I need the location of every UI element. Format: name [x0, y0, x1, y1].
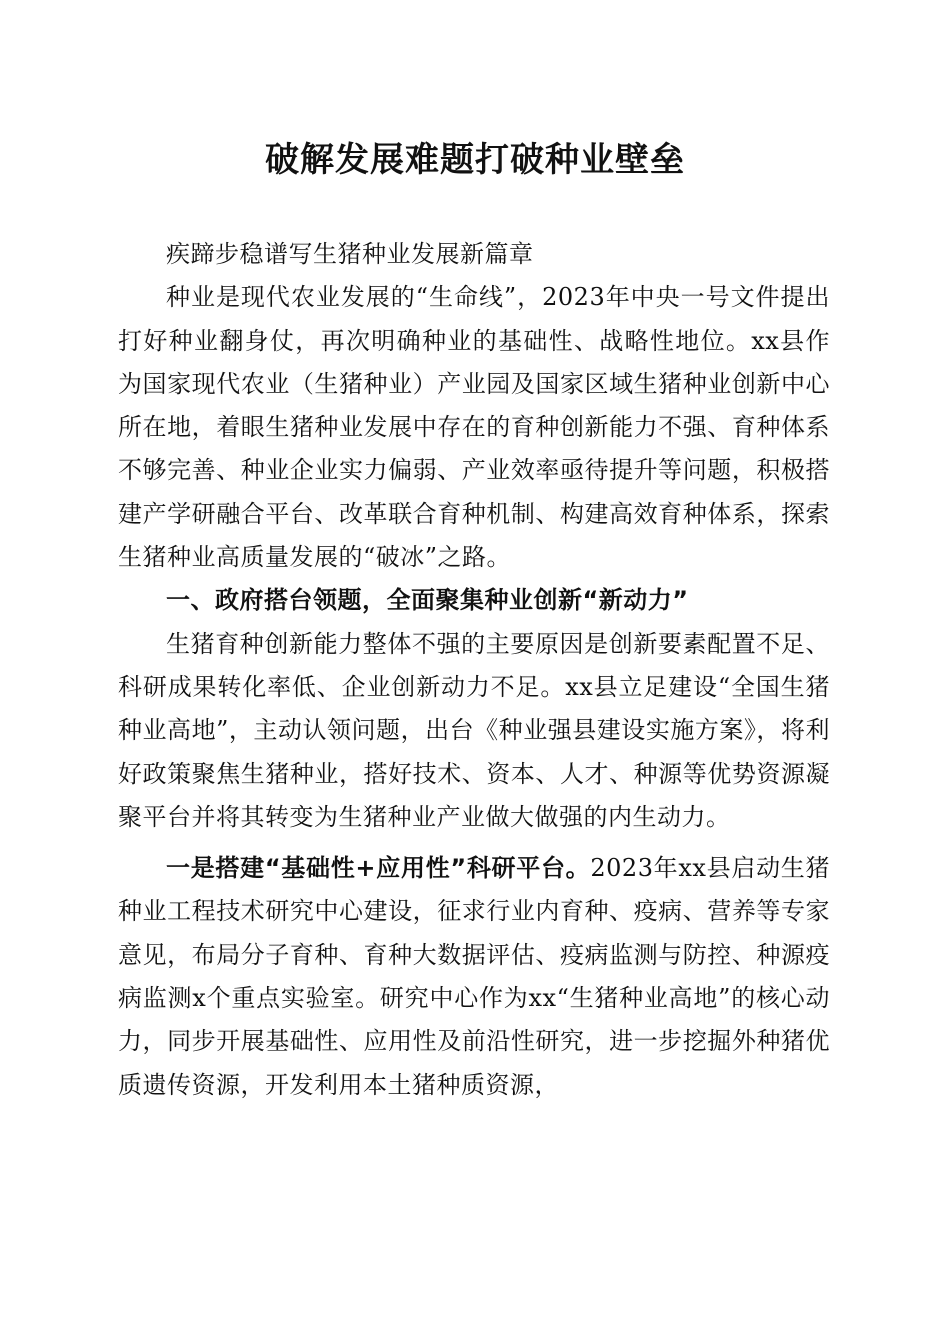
- intro-paragraph: 种业是现代农业发展的“生命线”，2023年中央一号文件提出打好种业翻身仗，再次明确种业的基础性、战略性地位。xx县作为国家现代农业（生猪种业）产业园及国家区域生猪种业创新中心所在地，着眼生猪种业发展中存在的育种创新能力不强、育种体系不够完善、种业企业实力偏弱、产业效率亟待提升等问题，积极搭建产学研融合平台、改革联合育种机制、构建高效育种体系，探索生猪种业高质量发展的“破冰”之路。: [118, 283, 830, 572]
- document-title: 破解发展难题打破种业壁垒: [265, 140, 685, 180]
- section-heading-1: 一、政府搭台领题，全面聚集种业创新“新动力”: [166, 586, 689, 615]
- paragraph-spacer: [118, 839, 830, 847]
- point-1-paragraph: [118, 847, 830, 1107]
- point-1-text: 2023年xx县启动生猪种业工程技术研究中心建设，征求行业内育种、疫病、营养等专家意见，布局分子育种、育种大数据评估、疫病监测与防控、种源疫病监测x个重点实验室。研究中心作为xx“生猪种业高地”的核心动力，同步开展基础性、应用性及前沿性研究，进一步挖掘外种猪优质遗传资源，开发利用本土猪种质资源，: [118, 854, 830, 1099]
- section-1-paragraph: 生猪育种创新能力整体不强的主要原因是创新要素配置不足、科研成果转化率低、企业创新动力不足。xx县立足建设“全国生猪种业高地”，主动认领问题，出台《种业强县建设实施方案》，将利好政策聚焦生猪种业，搭好技术、资本、人才、种源等优势资源凝聚平台并将其转变为生猪种业产业做大做强的内生动力。: [118, 629, 830, 831]
- document-body: [118, 233, 830, 1107]
- point-1-lead: 一是搭建“基础性+应用性”科研平台。: [166, 854, 591, 883]
- subtitle-paragraph: 疾蹄步稳谱写生猪种业发展新篇章: [166, 240, 534, 268]
